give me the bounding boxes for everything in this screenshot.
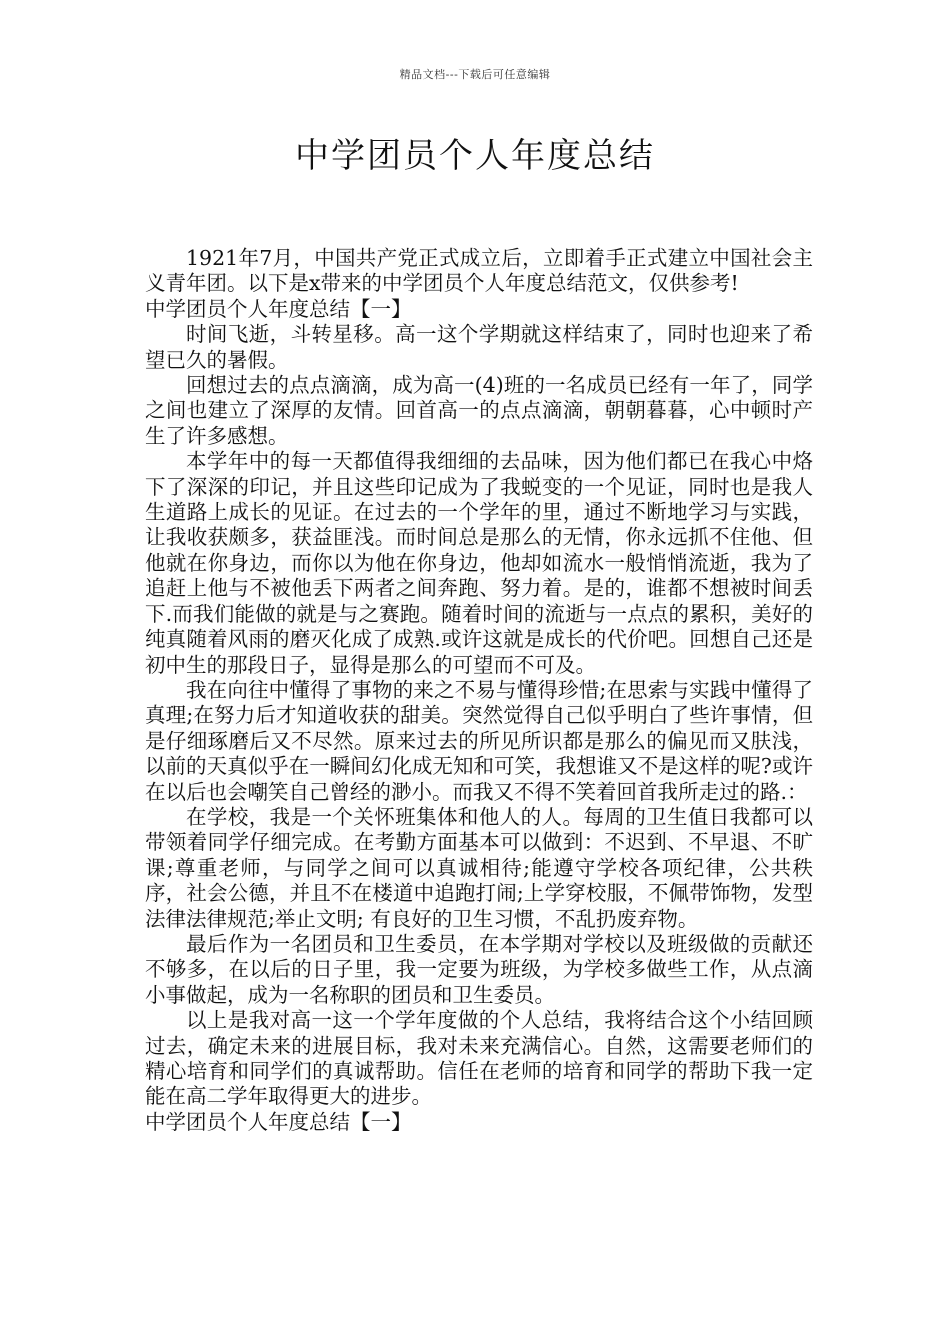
document-body (145, 246, 813, 1135)
header-note: 精品文档---下载后可任意编辑 (399, 68, 551, 81)
body-paragraph: 最后作为一名团员和卫生委员，在本学期对学校以及班级做的贡献还不够多，在以后的日子里，我一定要为班级，为学校多做些工作，从点滴小事做起，成为一名称职的团员和卫生委员。 (145, 931, 813, 1007)
body-paragraph: 我在向往中懂得了事物的来之不易与懂得珍惜;在思索与实践中懂得了真理;在努力后才知道收获的甜美。突然觉得自己似乎明白了些许事情，但是仔细琢磨后又不尽然。原来过去的所见所识都是那么的偏见而又肤浅，以前的天真似乎在一瞬间幻化成无知和可笑，我想谁又不是这样的呢?或许在以后也会嘲笑自己曾经的渺小。而我又不得不笑着回首我所走过的路.： (145, 677, 813, 804)
document-title: 中学团员个人年度总结 (295, 136, 655, 176)
body-paragraph: 本学年中的每一天都值得我细细的去品味，因为他们都已在我心中烙下了深深的印记，并且这些印记成为了我蜕变的一个见证，同时也是我人生道路上成长的见证。在过去的一个学年的里，通过不断地学习与实践，让我收获颇多，获益匪浅。而时间总是那么的无情，你永远抓不住他、但他就在你身边，而你以为他在你身边，他却如流水一般悄悄流逝，我为了追赶上他与不被他丢下两者之间奔跑、努力着。是的，谁都不想被时间丢下.而我们能做的就是与之赛跑。随着时间的流逝与一点点的累积，美好的纯真随着风雨的磨灭化成了成熟.或许这就是成长的代价吧。回想自己还是初中生的那段日子，显得是那么的可望而不可及。 (145, 449, 813, 677)
section-heading-2: 中学团员个人年度总结【一】 (145, 1109, 412, 1134)
body-paragraph: 在学校，我是一个关怀班集体和他人的人。每周的卫生值日我都可以带领着同学仔细完成。在考勤方面基本可以做到：不迟到、不早退、不旷课;尊重老师，与同学之间可以真诚相待;能遵守学校各项纪律，公共秩序，社会公德，并且不在楼道中追跑打闹;上学穿校服，不佩带饰物，发型法律法律规范;举止文明; 有良好的卫生习惯，不乱扔废弃物。 (145, 804, 813, 931)
section-heading-1: 中学团员个人年度总结【一】 (145, 296, 412, 321)
body-paragraph: 回想过去的点点滴滴，成为高一(4)班的一名成员已经有一年了，同学之间也建立了深厚的友情。回首高一的点点滴滴，朝朝暮暮，心中顿时产生了许多感想。 (145, 373, 813, 448)
intro-paragraph: 1921年7月，中国共产党正式成立后，立即着手正式建立中国社会主义青年团。以下是x带来的中学团员个人年度总结范文，仅供参考! (145, 246, 813, 296)
body-paragraph: 以上是我对高一这一个学年度做的个人总结，我将结合这个小结回顾过去，确定未来的进展目标，我对未来充满信心。自然，这需要老师们的精心培育和同学们的真诚帮助。信任在老师的培育和同学的帮助下我一定能在高二学年取得更大的进步。 (145, 1008, 813, 1109)
body-paragraph: 时间飞逝，斗转星移。高一这个学期就这样结束了，同时也迎来了希望已久的暑假。 (145, 322, 813, 372)
